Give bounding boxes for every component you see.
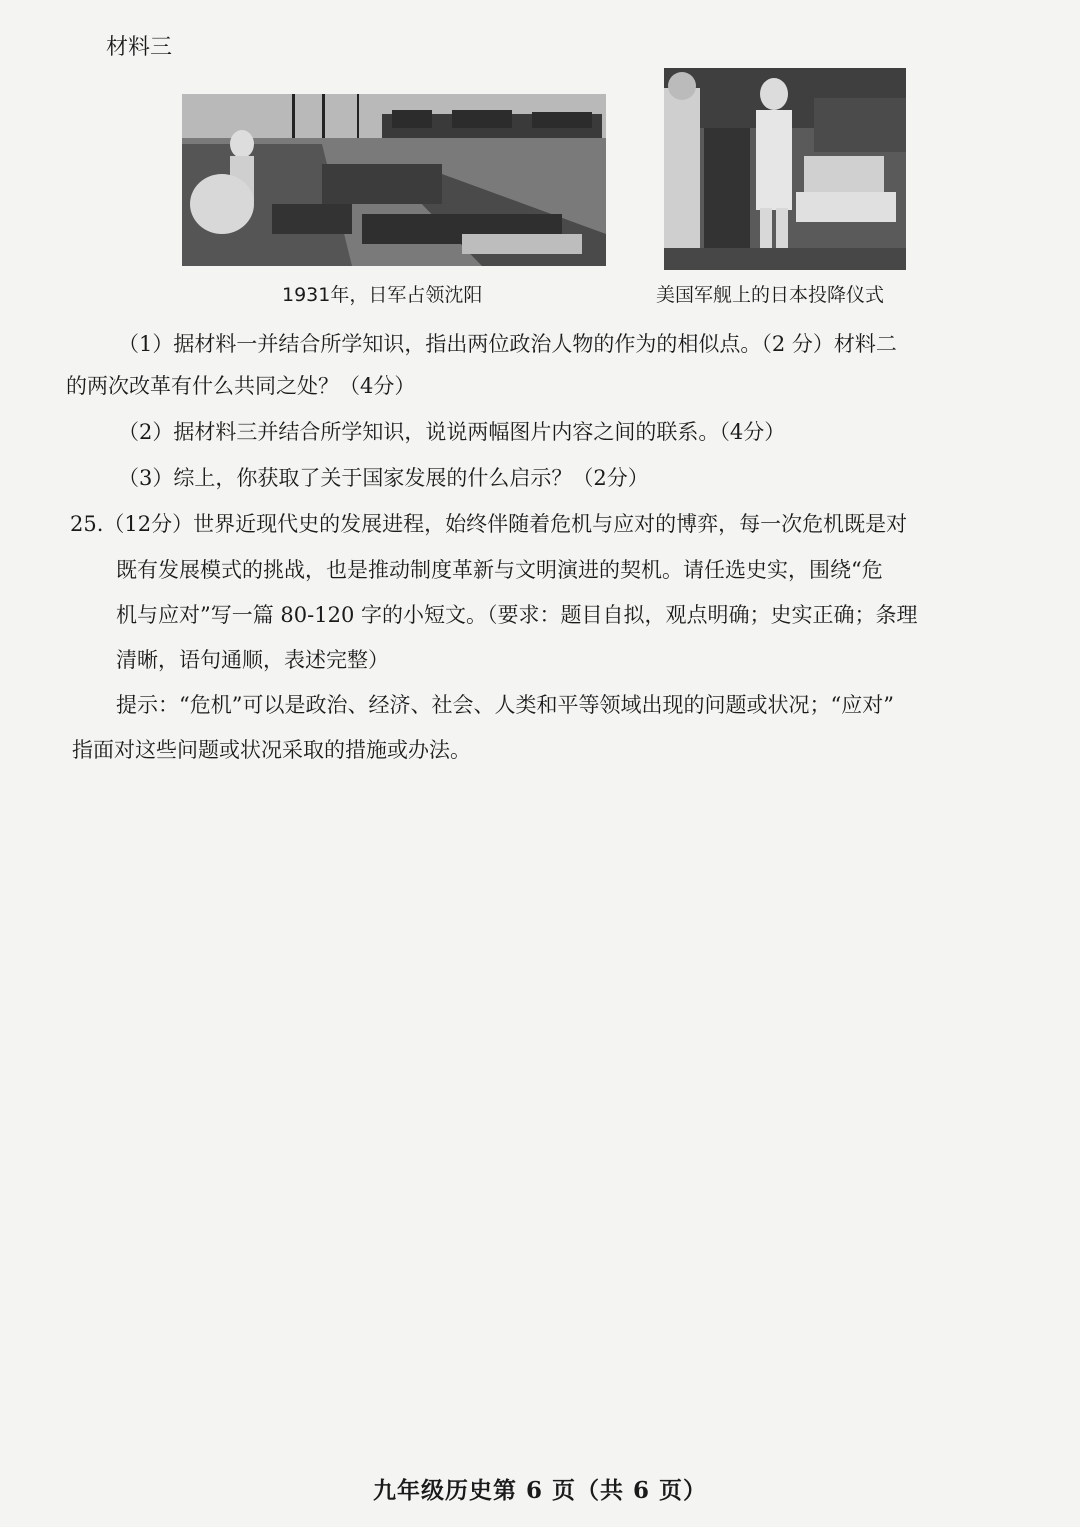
question-25-line-4: 清晰，语句通顺，表述完整） — [116, 648, 389, 672]
caption-surrender-ceremony: 美国军舰上的日本投降仪式 — [656, 284, 885, 306]
material-label: 材料三 — [106, 35, 173, 60]
caption-shenyang-1931: 1931年，日军占领沈阳 — [282, 284, 483, 306]
page-footer: 九年级历史第 6 页（共 6 页） — [372, 1477, 708, 1504]
question-3: （3）综上，你获取了关于国家发展的什么启示？（2分） — [118, 466, 649, 490]
question-25-hint-line-2: 指面对这些问题或状况采取的措施或办法。 — [72, 738, 471, 762]
question-1-line-1: （1）据材料一并结合所学知识，指出两位政治人物的作为的相似点。（2 分）材料二 — [118, 332, 897, 356]
question-25-line-1: 25.（12分）世界近现代史的发展进程，始终伴随着危机与应对的博弈，每一次危机既是对 — [70, 512, 908, 536]
question-25-hint-line-1: 提示：“危机”可以是政治、经济、社会、人类和平等领域出现的问题或状况；“应对” — [116, 693, 894, 717]
question-25-line-2: 既有发展模式的挑战，也是推动制度革新与文明演进的契机。请任选史实，围绕“危 — [116, 558, 883, 582]
question-1-line-2: 的两次改革有什么共同之处？（4分） — [66, 374, 416, 398]
photo-surrender-ceremony — [664, 68, 906, 270]
question-25-line-3: 机与应对”写一篇 80-120 字的小短文。（要求：题目自拟，观点明确；史实正确；条理 — [116, 603, 918, 627]
photo-shenyang-1931 — [182, 94, 606, 266]
question-2: （2）据材料三并结合所学知识，说说两幅图片内容之间的联系。（4分） — [118, 420, 786, 444]
